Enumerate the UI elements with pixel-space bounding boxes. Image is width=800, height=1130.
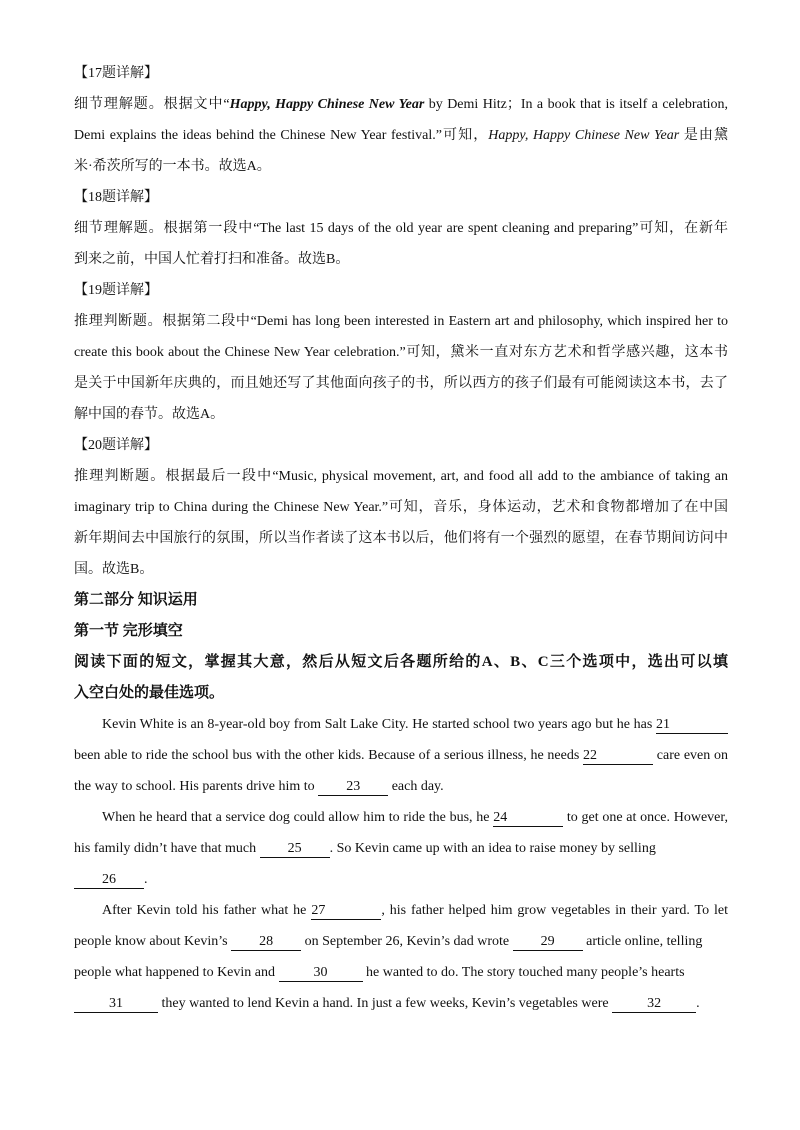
passage-text: . [696,996,700,1011]
passage-p3-line-3 [74,957,728,988]
blank-21[interactable]: 21 [656,718,728,734]
blank-24[interactable]: 24 [493,811,563,827]
book-title: Happy, Happy Chinese New Year [488,128,680,143]
q17-text: 细节理解题。根据文中“ [74,97,230,112]
q19-heading: 【19题详解】 [74,283,158,298]
passage-text: people know about Kevin’s [74,934,232,949]
passage-text: . So Kevin came up with an idea to raise money by selling [329,841,656,856]
q19-line-3: 是关于中国新年庆典的，而且她还写了其他面向孩子的书，所以西方的孩子们最有可能阅读这本书，去了 [74,376,728,391]
q19-line-1: 推理判断题。根据第二段中“Demi has long been interested in Eastern art and philosophy, which inspired her to [74,314,728,329]
blank-23[interactable]: 23 [318,780,388,796]
passage-text: When he heard that a service dog could allow him to ride the bus, he [102,810,494,825]
q18-heading: 【18题详解】 [74,190,158,205]
q17-line-3: 米·希茨所写的一本书。故选A。 [74,159,271,174]
q20-line-1: 推理判断题。根据最后一段中“Music, physical movement, art, and food all add to the ambiance of taking an [74,469,728,484]
passage-text: , his father helped him grow vegetables in their yard. To let [381,903,728,918]
passage-p2-line-3 [74,864,728,895]
q18-line-2: 到来之前，中国人忙着打扫和准备。故选B。 [74,252,350,267]
passage-p1-line-3 [74,771,728,802]
part-heading: 第二部分 知识运用 [74,592,198,608]
q17-text: 是由黛 [679,128,728,143]
passage-text: people what happened to Kevin and [74,965,279,980]
passage-p2-line-2 [74,833,728,864]
q20-line-3: 新年期间去中国旅行的氛围，所以当作者读了这本书以后，他们将有一个强烈的愿望，在春节期间访问中 [74,531,728,546]
q17-line-2 [74,120,728,151]
blank-28[interactable]: 28 [231,935,301,951]
blank-26[interactable]: 26 [74,873,144,889]
blank-22[interactable]: 22 [583,749,653,765]
passage-text: been able to ride the school bus with the other kids. Because of a serious illness, he needs [74,748,584,763]
passage-text: the way to school. His parents drive him to [74,779,319,794]
passage-p3-line-1 [74,895,728,926]
passage-text: he wanted to do. The story touched many people’s hearts [362,965,685,980]
passage-p2-line-1 [74,802,728,833]
q17-text: Demi explains the ideas behind the Chinese New Year festival.”可知， [74,128,489,143]
book-title: Happy, Happy Chinese New Year [229,97,425,112]
q20-line-4: 国。故选B。 [74,562,154,577]
passage-text: on September 26, Kevin’s dad wrote [301,934,513,949]
blank-31[interactable]: 31 [74,997,158,1013]
q18-line-1: 细节理解题。根据第一段中“The last 15 days of the old year are spent cleaning and preparing”可知，在新年 [74,221,728,236]
passage-text: each day. [388,779,444,794]
passage-text: . [144,872,148,887]
blank-27[interactable]: 27 [311,904,381,920]
passage-p1-line-2 [74,740,728,771]
instructions-line-2: 入空白处的最佳选项。 [74,685,225,701]
passage-p3-line-4 [74,988,728,1019]
q17-line-1 [74,89,728,120]
passage-text: they wanted to lend Kevin a hand. In just a few weeks, Kevin’s vegetables were [158,996,613,1011]
blank-25[interactable]: 25 [260,842,330,858]
blank-29[interactable]: 29 [513,935,583,951]
q19-line-4: 解中国的春节。故选A。 [74,407,225,422]
passage-text: article online, telling [582,934,703,949]
instructions-line-1: 阅读下面的短文，掌握其大意，然后从短文后各题所给的A、B、C三个选项中，选出可以填 [74,654,728,670]
passage-p1-line-1 [74,709,728,740]
q17-text: by Demi Hitz；In a book that is itself a celebration, [424,97,729,112]
subsection-heading: 第一节 完形填空 [74,623,183,639]
passage-text: Kevin White is an 8-year-old boy from Salt Lake City. He started school two years ago but he has [102,717,656,732]
passage-text: care even on [653,748,728,763]
q17-heading: 【17题详解】 [74,66,158,81]
q20-line-2: imaginary trip to China during the Chinese New Year.”可知，音乐，身体运动，艺术和食物都增加了在中国 [74,500,728,515]
q20-heading: 【20题详解】 [74,438,158,453]
passage-text: to get one at once. However, [563,810,728,825]
passage-p3-line-2 [74,926,728,957]
q19-line-2: create this book about the Chinese New Year celebration.”可知，黛米一直对东方艺术和哲学感兴趣，这本书 [74,345,728,360]
passage-text: his family didn’t have that much [74,841,260,856]
blank-30[interactable]: 30 [279,966,363,982]
document-page [74,58,728,1019]
blank-32[interactable]: 32 [612,997,696,1013]
passage-text: After Kevin told his father what he [102,903,312,918]
